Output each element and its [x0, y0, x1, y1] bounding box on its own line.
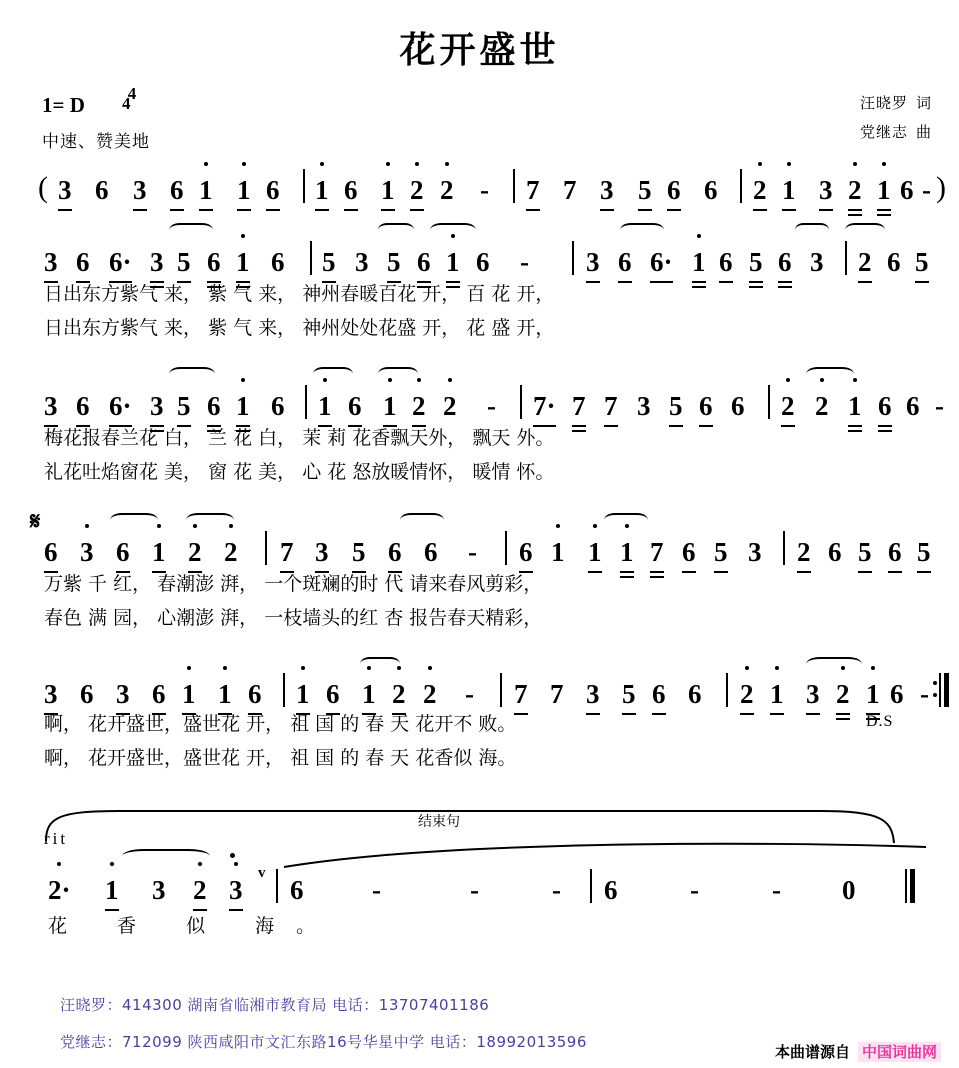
footer: [0, 994, 959, 1068]
lyrics-row-4a: [0, 569, 959, 603]
hold-dash: -: [372, 875, 381, 905]
key-signature: 1= D: [42, 93, 85, 117]
notation-row-intro: ( 3 6 3 6 1 1 6 1 6 1 2 2 - 7 7 3 5 6 6 2 1 3 2 1 6 - ): [0, 165, 959, 213]
notation-row-5: 3 6 3 6 1 1 6 1 6 1 2 2 - 7 7 3 5 6 6 2 1 3 2 1 6 -: [0, 657, 959, 713]
notation-row-2: 3 6 6· 3 5 6 1 6 5 3 5 6 1 6 - 3 6 6· 1 6 5 6 3 2 6 5: [0, 225, 959, 283]
lyrics-row-3a: [0, 423, 959, 457]
lyricist-name: 汪晓罗: [859, 94, 908, 112]
slur: [795, 223, 829, 237]
music-system-intro: [0, 165, 959, 213]
page-title: 花开盛世: [399, 30, 560, 71]
slur: [806, 367, 854, 381]
slur: [110, 513, 158, 527]
lyricist-role: 词: [915, 94, 931, 112]
score-header: [0, 85, 959, 165]
watermark-prefix: 本曲谱源自: [774, 1043, 850, 1061]
lyric-line: 啊， 花开盛世，盛世花 开， 祖 国 的 春 天 花开不 败。: [44, 713, 517, 735]
tempo-marking: 中速、赞美地: [42, 132, 150, 152]
slur: [122, 849, 210, 863]
hold-dash: -: [465, 679, 474, 709]
notation-row-coda: 2· 1 3 2 3 v 6 - - - 6 - - 0: [0, 855, 959, 915]
slur: [378, 367, 418, 381]
breath-mark: v: [258, 865, 266, 881]
hold-dash: -: [468, 537, 477, 567]
ending-phrase-label: 结束句: [418, 814, 460, 830]
notation-row-4: 𝄋 6 3 6 1 2 2 7 3 5 6 6 - 6 1 1 1 7 6 5 3 2 6 5 6 5: [0, 511, 959, 573]
hold-dash: -: [487, 391, 496, 421]
lyrics-row-2b: [0, 313, 959, 347]
music-system-2: [0, 225, 959, 283]
watermark: [775, 1041, 941, 1062]
rit-marking: rit: [44, 829, 69, 848]
slur: [400, 513, 444, 527]
music-system-4: [0, 507, 959, 573]
lyricist-credit: [860, 89, 931, 118]
lyric-line: 春色 满 园， 心潮澎 湃， 一枝墙头的红 杏 报告春天精彩，: [44, 607, 543, 629]
composer-role: 曲: [915, 122, 931, 141]
composer-credit: [860, 118, 931, 147]
time-signature: [122, 84, 142, 113]
slur: [313, 367, 353, 381]
hold-dash: -: [552, 875, 561, 905]
slur: [169, 223, 213, 237]
segno-icon: 𝄋: [30, 507, 41, 535]
hold-dash: -: [690, 875, 699, 905]
rest-note: 0: [842, 875, 856, 905]
time-signature-numerator: 4: [122, 94, 131, 113]
hold-dash: -: [520, 247, 529, 277]
hold-dash: -: [480, 175, 489, 205]
lyrics-row-2a: [0, 279, 959, 313]
hold-dash: -: [922, 175, 931, 205]
lyric-line: 万紫 千 红， 春潮澎 湃， 一个斑斓的时 代 请来春风剪彩，: [44, 573, 543, 595]
hold-dash: -: [935, 391, 944, 421]
slur: [378, 223, 414, 237]
coda-long-slur: [280, 841, 959, 871]
slur: [620, 223, 664, 237]
music-system-coda: [0, 803, 959, 943]
notation-row-3: 3 6 6· 3 5 6 1 6 1 6 1 2 2 - 7· 7 7 3 5 6 6 2 2 1 6 6 -: [0, 369, 959, 427]
composer-name: 党继志: [859, 122, 908, 141]
intro-close-paren: ): [936, 171, 946, 204]
credits: [860, 89, 931, 146]
lyrics-row-5b: [0, 743, 959, 777]
ds-marking: D.S: [866, 713, 894, 730]
music-system-3: [0, 369, 959, 427]
hold-dash: -: [470, 875, 479, 905]
lyrics-row-coda: [0, 911, 959, 945]
time-signature-denominator: 4: [127, 84, 137, 103]
intro-open-paren: (: [38, 171, 48, 204]
watermark-site[interactable]: 中国词曲网: [858, 1042, 941, 1062]
hold-dash: -: [920, 679, 929, 709]
hold-dash: -: [772, 875, 781, 905]
slur: [169, 367, 215, 381]
slur: [845, 223, 885, 237]
music-system-5: [0, 657, 959, 713]
lyric-line: 花 香 似 海。: [48, 915, 338, 937]
lyric-line: 日出东方紫气 来， 紫 气 来， 神州春暖百花 开， 百 花 开，: [44, 283, 555, 305]
lyrics-row-5a: [0, 709, 959, 743]
lyric-line: 日出东方紫气 来， 紫 气 来， 神州处处花盛 开， 花 盛 开，: [44, 317, 555, 339]
lyrics-row-4b: [0, 603, 959, 637]
slur: [806, 657, 862, 671]
lyricist-contact: 汪晓罗：414300 湖南省临湘市教育局 电话：13707401186: [60, 996, 490, 1014]
lyrics-row-3b: [0, 457, 959, 491]
lyric-line: 礼花吐焰窗花 美， 窗 花 美， 心 花 怒放暖情怀， 暖情 怀。: [44, 461, 555, 483]
lyric-line: 梅花报春兰花 白， 兰 花 白， 茉 莉 花香飘天外， 飘天 外。: [44, 427, 555, 449]
composer-contact: 党继志：712099 陕西咸阳市文汇东路16号华星中学 电话：18992013596: [60, 1033, 587, 1051]
lyric-line: 啊， 花开盛世，盛世花 开， 祖 国 的 春 天 花香似 海。: [44, 747, 517, 769]
